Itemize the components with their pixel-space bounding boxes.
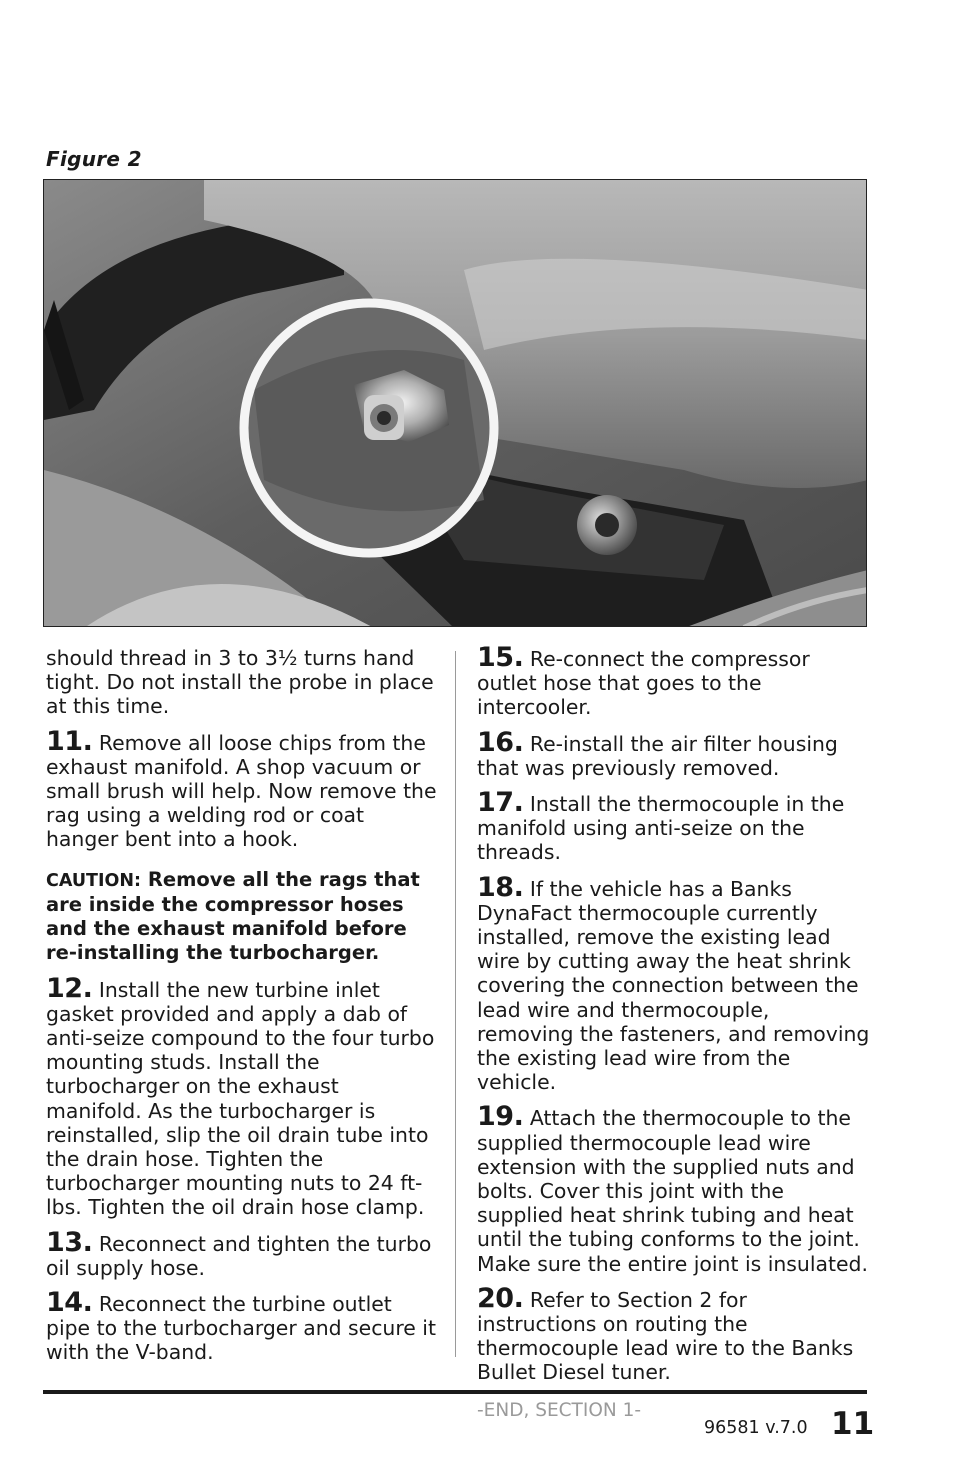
caution-note — [46, 868, 438, 965]
footer-rule — [43, 1390, 867, 1394]
caution-label: CAUTION: — [46, 870, 142, 891]
left-column — [46, 646, 438, 1376]
step-12 — [46, 972, 438, 1220]
step-text: Re-install the air filter housing that was previously removed. — [477, 731, 838, 780]
step-number: 16. — [477, 726, 524, 758]
step-number: 11. — [46, 725, 93, 757]
step-text: Reconnect and tighten the turbo oil supply hose. — [46, 1231, 432, 1280]
figure-label: Figure 2 — [46, 147, 142, 171]
step-number: 20. — [477, 1282, 524, 1314]
step-11 — [46, 725, 438, 852]
step-20 — [477, 1282, 872, 1385]
step-text: Reconnect the turbine outlet pipe to the turbocharger and secure it with the V-band. — [46, 1292, 436, 1365]
step-text: Install the thermocouple in the manifold using anti-seize on the threads. — [477, 792, 845, 865]
step-16 — [477, 726, 872, 780]
figure-photo — [43, 179, 867, 627]
step-text: Refer to Section 2 for instructions on routing the thermocouple lead wire to the Banks Bullet Diesel tuner. — [477, 1287, 854, 1385]
step-text: Remove all loose chips from the exhaust manifold. A shop vacuum or small brush will help. Now remove the rag using a welding rod or coat hanger bent into a hook. — [46, 730, 437, 852]
step-19 — [477, 1101, 872, 1276]
step-text: Attach the thermocouple to the supplied thermocouple lead wire extension with the supplied nuts and bolts. Cover this joint with the supplied heat shrink tubing and heat until the tubing conforms to the joint. Make sure the entire joint is insulated. — [477, 1106, 868, 1276]
step-number: 17. — [477, 787, 524, 819]
step-text: Install the new turbine inlet gasket provided and apply a dab of anti-seize compound to the four turbo mounting studs. Install the turbocharger on the exhaust manifold. As the turbocharger is reinstalled, slip the oil drain tube into the drain hose. Tighten the turbocharger mounting nuts to 24 ft-lbs. Tighten the oil drain hose clamp. — [46, 977, 435, 1220]
step-15 — [477, 642, 872, 720]
step-18 — [477, 871, 872, 1095]
caution-text: Remove all the rags that are inside the compressor hoses and the exhaust manifold before re-installing the turbocharger. — [46, 867, 420, 964]
step-number: 19. — [477, 1101, 524, 1133]
step-number: 15. — [477, 642, 524, 673]
step-text: Re-connect the compressor outlet hose that goes to the intercooler. — [477, 647, 810, 720]
step-number: 12. — [46, 972, 93, 1004]
step-number: 14. — [46, 1287, 93, 1319]
document-id: 96581 v.7.0 — [704, 1418, 808, 1438]
step-number: 18. — [477, 871, 524, 903]
end-section-note: -END, SECTION 1- — [477, 1399, 642, 1421]
intro-paragraph: should thread in 3 to 3½ turns hand tight. Do not install the probe in place at this time. — [46, 646, 434, 719]
step-number: 13. — [46, 1226, 93, 1258]
engine-manifold-photo — [44, 180, 867, 627]
step-13 — [46, 1226, 438, 1280]
step-17 — [477, 787, 872, 865]
column-divider — [455, 651, 456, 1357]
right-column — [477, 642, 872, 1434]
step-14 — [46, 1287, 438, 1365]
page-number: 11 — [831, 1406, 875, 1442]
step-text: If the vehicle has a Banks DynaFact thermocouple currently installed, remove the existing lead wire by cutting away the heat shrink covering the connection between the lead wire and thermocouple, removing the fasteners, and removing the existing lead wire from the vehicle. — [477, 876, 870, 1095]
